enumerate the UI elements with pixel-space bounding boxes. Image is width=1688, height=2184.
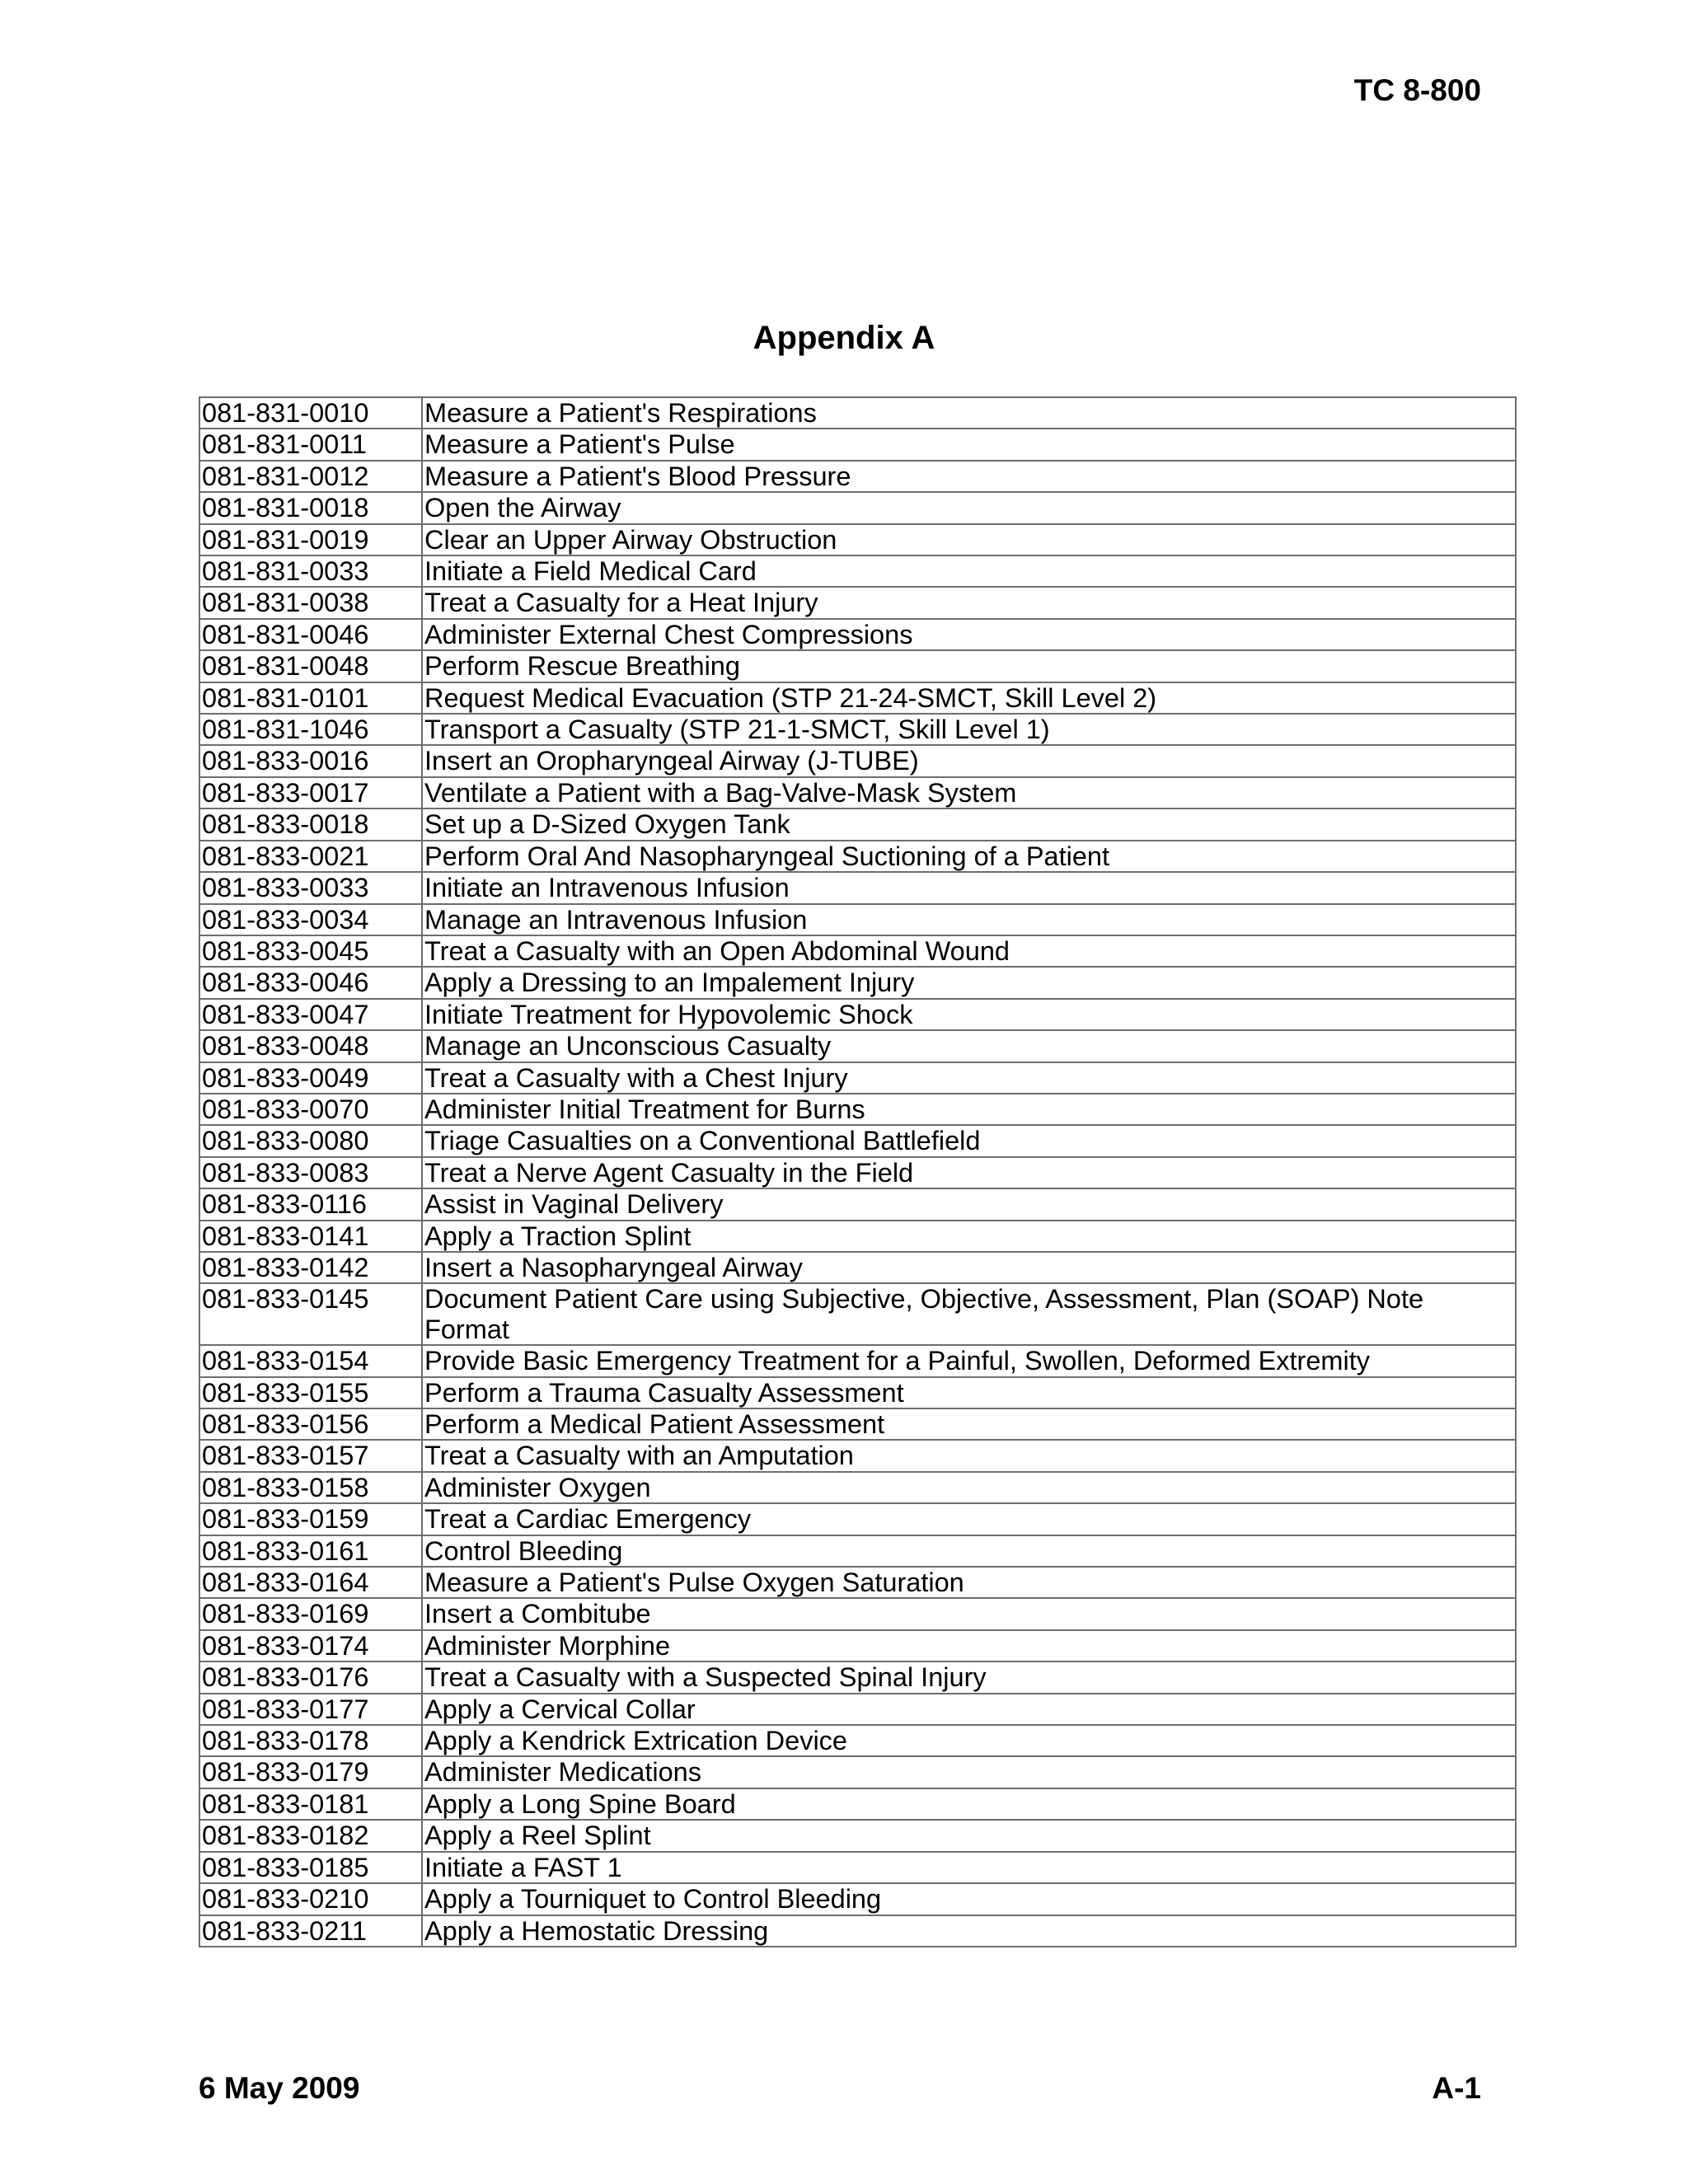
task-title-cell: Perform Oral And Nasopharyngeal Suctioning of a Patient [422, 841, 1516, 872]
task-title-cell: Apply a Reel Splint [422, 1820, 1516, 1851]
table-row [199, 1915, 1516, 1947]
table-row [199, 682, 1516, 714]
table-row [199, 967, 1516, 998]
task-code-cell: 081-831-0018 [199, 492, 422, 523]
task-code-cell: 081-833-0018 [199, 808, 422, 840]
task-code-cell: 081-833-0048 [199, 1030, 422, 1062]
task-title-cell: Assist in Vaginal Delivery [422, 1188, 1516, 1220]
table-row [199, 1598, 1516, 1629]
task-title-cell: Initiate Treatment for Hypovolemic Shock [422, 999, 1516, 1030]
task-title-cell: Set up a D-Sized Oxygen Tank [422, 808, 1516, 840]
task-title-cell: Administer Initial Treatment for Burns [422, 1094, 1516, 1125]
table-row [199, 1725, 1516, 1756]
document-code: TC 8-800 [1353, 73, 1481, 107]
table-row [199, 999, 1516, 1030]
table-row [199, 429, 1516, 460]
table-row [199, 619, 1516, 650]
task-title-cell: Administer Morphine [422, 1630, 1516, 1661]
table-row [199, 1377, 1516, 1408]
task-code-cell: 081-831-1046 [199, 714, 422, 745]
task-title-cell: Administer Oxygen [422, 1472, 1516, 1503]
table-row [199, 587, 1516, 618]
task-title-cell: Treat a Casualty with a Suspected Spinal Injury [422, 1661, 1516, 1693]
task-code-cell: 081-831-0048 [199, 650, 422, 682]
task-title-cell: Measure a Patient's Blood Pressure [422, 461, 1516, 492]
task-code-cell: 081-831-0046 [199, 619, 422, 650]
task-title-cell: Treat a Casualty with an Open Abdominal Wound [422, 935, 1516, 967]
task-title-cell: Insert an Oropharyngeal Airway (J-TUBE) [422, 745, 1516, 776]
table-row [199, 1820, 1516, 1851]
task-title-cell: Apply a Traction Splint [422, 1221, 1516, 1252]
table-row [199, 745, 1516, 776]
table-row [199, 808, 1516, 840]
task-code-cell: 081-831-0019 [199, 524, 422, 555]
table-row [199, 1472, 1516, 1503]
table-row [199, 524, 1516, 555]
task-title-cell: Manage an Unconscious Casualty [422, 1030, 1516, 1062]
task-code-cell: 081-831-0012 [199, 461, 422, 492]
table-row [199, 1188, 1516, 1220]
table-row [199, 904, 1516, 935]
table-row [199, 1345, 1516, 1376]
task-title-cell: Measure a Patient's Pulse Oxygen Saturation [422, 1567, 1516, 1598]
task-code-cell: 081-833-0155 [199, 1377, 422, 1408]
task-code-cell: 081-833-0157 [199, 1440, 422, 1471]
task-title-cell: Measure a Patient's Respirations [422, 397, 1516, 429]
task-title-cell: Apply a Tourniquet to Control Bleeding [422, 1883, 1516, 1915]
task-title-cell: Transport a Casualty (STP 21-1-SMCT, Skill Level 1) [422, 714, 1516, 745]
task-code-cell: 081-833-0145 [199, 1283, 422, 1345]
task-title-cell: Treat a Nerve Agent Casualty in the Field [422, 1157, 1516, 1188]
page-title: Appendix A [753, 320, 935, 356]
task-code-cell: 081-833-0046 [199, 967, 422, 998]
table-row [199, 935, 1516, 967]
task-title-cell: Clear an Upper Airway Obstruction [422, 524, 1516, 555]
table-row [199, 1503, 1516, 1535]
table-row [199, 492, 1516, 523]
table-row [199, 841, 1516, 872]
table-row [199, 461, 1516, 492]
task-code-cell: 081-833-0159 [199, 1503, 422, 1535]
task-code-cell: 081-833-0179 [199, 1756, 422, 1788]
task-code-cell: 081-833-0080 [199, 1125, 422, 1156]
table-row [199, 1883, 1516, 1915]
table-row [199, 650, 1516, 682]
task-title-cell: Treat a Cardiac Emergency [422, 1503, 1516, 1535]
table-row [199, 1062, 1516, 1094]
task-code-cell: 081-831-0038 [199, 587, 422, 618]
task-title-cell: Measure a Patient's Pulse [422, 429, 1516, 460]
task-code-cell: 081-833-0211 [199, 1915, 422, 1947]
task-code-cell: 081-831-0101 [199, 682, 422, 714]
table-row [199, 1694, 1516, 1725]
footer-date: 6 May 2009 [199, 2071, 360, 2105]
task-title-cell: Insert a Combitube [422, 1598, 1516, 1629]
task-code-cell: 081-831-0010 [199, 397, 422, 429]
task-title-cell: Control Bleeding [422, 1535, 1516, 1567]
task-code-cell: 081-833-0016 [199, 745, 422, 776]
task-title-cell: Triage Casualties on a Conventional Battlefield [422, 1125, 1516, 1156]
table-row [199, 1567, 1516, 1598]
task-code-cell: 081-833-0158 [199, 1472, 422, 1503]
task-title-cell: Initiate a Field Medical Card [422, 555, 1516, 587]
table-row [199, 1157, 1516, 1188]
table-row [199, 1535, 1516, 1567]
task-title-cell: Initiate a FAST 1 [422, 1852, 1516, 1883]
task-table [199, 396, 1517, 1947]
task-code-cell: 081-833-0169 [199, 1598, 422, 1629]
page-number: A-1 [1432, 2071, 1481, 2105]
task-title-cell: Treat a Casualty with a Chest Injury [422, 1062, 1516, 1094]
task-title-cell: Treat a Casualty with an Amputation [422, 1440, 1516, 1471]
task-code-cell: 081-831-0011 [199, 429, 422, 460]
task-code-cell: 081-833-0176 [199, 1661, 422, 1693]
table-row [199, 1852, 1516, 1883]
task-code-cell: 081-833-0210 [199, 1883, 422, 1915]
task-title-cell: Perform a Trauma Casualty Assessment [422, 1377, 1516, 1408]
table-row [199, 1030, 1516, 1062]
task-code-cell: 081-833-0017 [199, 777, 422, 808]
task-title-cell: Treat a Casualty for a Heat Injury [422, 587, 1516, 618]
task-code-cell: 081-833-0142 [199, 1252, 422, 1283]
task-code-cell: 081-833-0185 [199, 1852, 422, 1883]
table-row [199, 1788, 1516, 1820]
table-row [199, 1221, 1516, 1252]
task-code-cell: 081-833-0141 [199, 1221, 422, 1252]
task-code-cell: 081-833-0083 [199, 1157, 422, 1188]
task-title-cell: Perform a Medical Patient Assessment [422, 1408, 1516, 1440]
task-code-cell: 081-833-0045 [199, 935, 422, 967]
table-row [199, 1408, 1516, 1440]
task-title-cell: Request Medical Evacuation (STP 21-24-SMCT, Skill Level 2) [422, 682, 1516, 714]
task-code-cell: 081-833-0156 [199, 1408, 422, 1440]
task-code-cell: 081-831-0033 [199, 555, 422, 587]
task-title-cell: Initiate an Intravenous Infusion [422, 872, 1516, 903]
task-title-cell: Open the Airway [422, 492, 1516, 523]
task-code-cell: 081-833-0181 [199, 1788, 422, 1820]
task-code-cell: 081-833-0047 [199, 999, 422, 1030]
task-title-cell: Provide Basic Emergency Treatment for a Painful, Swollen, Deformed Extremity [422, 1345, 1516, 1376]
table-row [199, 1125, 1516, 1156]
task-code-cell: 081-833-0164 [199, 1567, 422, 1598]
table-row [199, 777, 1516, 808]
task-code-cell: 081-833-0033 [199, 872, 422, 903]
table-row [199, 1661, 1516, 1693]
table-row [199, 714, 1516, 745]
task-code-cell: 081-833-0177 [199, 1694, 422, 1725]
task-code-cell: 081-833-0070 [199, 1094, 422, 1125]
task-code-cell: 081-833-0154 [199, 1345, 422, 1376]
table-row [199, 397, 1516, 429]
task-title-cell: Perform Rescue Breathing [422, 650, 1516, 682]
task-title-cell: Apply a Dressing to an Impalement Injury [422, 967, 1516, 998]
table-row [199, 555, 1516, 587]
task-code-cell: 081-833-0049 [199, 1062, 422, 1094]
task-title-cell: Apply a Cervical Collar [422, 1694, 1516, 1725]
table-row [199, 1283, 1516, 1345]
task-title-cell: Administer Medications [422, 1756, 1516, 1788]
table-row [199, 872, 1516, 903]
task-title-cell: Document Patient Care using Subjective, Objective, Assessment, Plan (SOAP) Note Format [422, 1283, 1516, 1345]
task-code-cell: 081-833-0021 [199, 841, 422, 872]
task-title-cell: Ventilate a Patient with a Bag-Valve-Mask System [422, 777, 1516, 808]
task-code-cell: 081-833-0161 [199, 1535, 422, 1567]
table-row [199, 1630, 1516, 1661]
task-title-cell: Manage an Intravenous Infusion [422, 904, 1516, 935]
task-title-cell: Apply a Kendrick Extrication Device [422, 1725, 1516, 1756]
task-title-cell: Apply a Hemostatic Dressing [422, 1915, 1516, 1947]
table-row [199, 1756, 1516, 1788]
task-title-cell: Apply a Long Spine Board [422, 1788, 1516, 1820]
task-table-body [199, 397, 1516, 1947]
task-title-cell: Insert a Nasopharyngeal Airway [422, 1252, 1516, 1283]
task-code-cell: 081-833-0116 [199, 1188, 422, 1220]
task-code-cell: 081-833-0182 [199, 1820, 422, 1851]
task-title-cell: Administer External Chest Compressions [422, 619, 1516, 650]
task-code-cell: 081-833-0178 [199, 1725, 422, 1756]
table-row [199, 1094, 1516, 1125]
task-code-cell: 081-833-0034 [199, 904, 422, 935]
task-code-cell: 081-833-0174 [199, 1630, 422, 1661]
table-row [199, 1440, 1516, 1471]
table-row [199, 1252, 1516, 1283]
